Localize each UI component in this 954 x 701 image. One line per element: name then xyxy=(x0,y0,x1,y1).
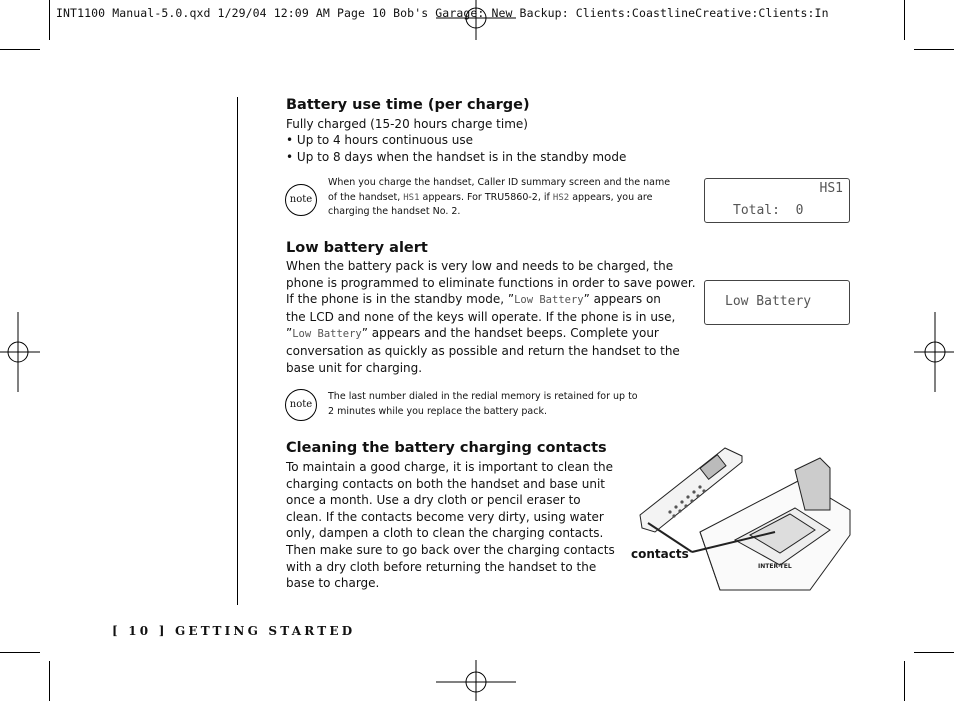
note-text-2: The last number dialed in the redial memory is retained for up to 2 minutes while you replace the battery pack. xyxy=(328,391,638,417)
lcd-handset-id: HS1 xyxy=(819,181,843,196)
column-rule xyxy=(237,97,238,605)
cleaning-text: To maintain a good charge, it is important to clean the charging contacts on both the handset and base unit once a month. Use a dry cloth or pencil eraser to clean. If the contacts become very dirty, using water only, dampen a cloth to clean the charging contacts. Then make sure to go back over the charging contacts with a dry cloth before returning the handset to the base to charge. xyxy=(286,460,615,591)
page-footer: [ 10 ] GETTING STARTED xyxy=(112,624,356,638)
contacts-callout: contacts xyxy=(631,547,689,561)
lcd-low-battery: Low Battery xyxy=(725,294,812,309)
low-battery-text: When the battery pack is very low and needs to be charged, the phone is programmed to eliminate functions in order to save power. If the phone is in the standby mode, ”Low Battery” appears on the LCD and none of the keys will operate. If the phone is in use, ”Low Battery” appears and the handset beeps. Complete your conversation as quickly as possible and return the handset to the base unit for charging. xyxy=(286,259,696,375)
bullet-item: • Up to 4 hours continuous use xyxy=(286,132,626,149)
section-heading-low-battery: Low battery alert xyxy=(286,240,428,256)
file-slug: INT1100 Manual-5.0.qxd 1/29/04 12:09 AM Page 10 Bob's Garage: New Backup: Clients:CoastlineCreative:Clients:In xyxy=(56,6,829,20)
note-icon: note xyxy=(285,389,317,421)
section-heading-cleaning: Cleaning the battery charging contacts xyxy=(286,440,607,456)
bullet-item: • Up to 8 days when the handset is in the standby mode xyxy=(286,149,626,166)
note-text-1: When you charge the handset, Caller ID summary screen and the name of the handset, HS1 appears. For TRU5860-2, if HS2 appears, you are charging the handset No. 2. xyxy=(328,177,671,218)
battery-bullets xyxy=(286,132,626,165)
battery-intro: Fully charged (15-20 hours charge time) xyxy=(286,117,528,131)
lcd-display-low-battery xyxy=(704,280,850,325)
phone-base-illustration xyxy=(630,440,860,605)
section-heading-battery-use: Battery use time (per charge) xyxy=(286,97,530,113)
lcd-display-total xyxy=(704,178,850,223)
brand-label: INTER-TEL xyxy=(758,563,792,570)
lcd-total: Total: 0 xyxy=(733,203,804,218)
note-icon: note xyxy=(285,184,317,216)
